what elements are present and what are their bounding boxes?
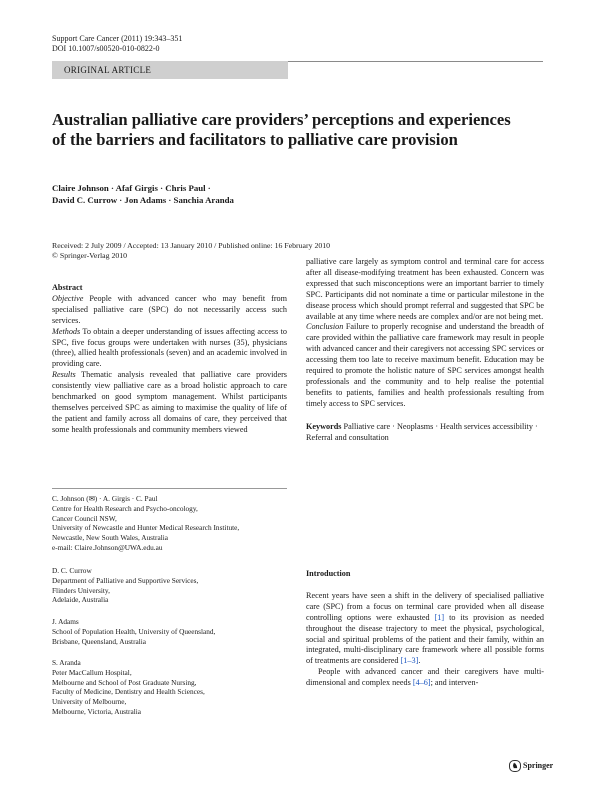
abstract-right-column xyxy=(306,257,544,444)
abstract-heading: Abstract xyxy=(52,283,83,292)
aff-line: Peter MacCallum Hospital, xyxy=(52,667,132,677)
affiliation-1 xyxy=(52,494,302,553)
authors-line-1: Claire Johnson · Afaf Girgis · Chris Paul · xyxy=(52,183,211,193)
intro-paragraph-1 xyxy=(306,591,544,667)
results-continued: palliative care largely as symptom control and terminal care for access after all disease-modifying treatment has been exhausted. Concern was expressed that such misconceptions were an important barrier to timely SPC. Participants did not nominate a time or particular milestone in the disease process which should prompt referral and suggested that SPC be available at any time where needs are complex and/or are not being met. xyxy=(306,257,544,321)
citation-link[interactable]: [1–3] xyxy=(400,656,419,666)
keywords xyxy=(306,422,544,444)
intro-text: ; and interven- xyxy=(430,678,479,688)
abstract-left-column xyxy=(52,283,287,436)
springer-horse-icon: ♞ xyxy=(509,760,521,772)
authors-line-2: David C. Currow · Jon Adams · Sanchia Aranda xyxy=(52,195,234,205)
intro-text: People with advanced cancer and their caregivers have multi-dimensional and complex needs xyxy=(306,667,544,688)
keywords-text: Palliative care · Neoplasms · Health services accessibility · Referral and consultation xyxy=(306,421,538,442)
intro-paragraph-2 xyxy=(306,667,544,689)
journal-header xyxy=(52,34,182,54)
aff-line: Faculty of Medicine, Dentistry and Health Sciences, xyxy=(52,687,205,697)
methods-label: Methods xyxy=(52,326,81,336)
aff-email-link[interactable]: e-mail: Claire.Johnson@UWA.edu.au xyxy=(52,542,163,552)
section-label: ORIGINAL ARTICLE xyxy=(64,65,152,75)
abstract-results xyxy=(52,370,287,435)
aff-line: University of Melbourne, xyxy=(52,697,127,707)
aff-line: Centre for Health Research and Psycho-oncology, xyxy=(52,503,198,513)
aff-line: University of Newcastle and Hunter Medical Research Institute, xyxy=(52,523,240,533)
introduction-heading: Introduction xyxy=(306,569,351,578)
received-dates: Received: 2 July 2009 / Accepted: 13 January 2010 / Published online: 16 February 2010 xyxy=(52,241,331,250)
header-rule xyxy=(288,61,543,62)
aff-line: Adelaide, Australia xyxy=(52,595,109,605)
author-list xyxy=(52,182,352,206)
aff-line: Flinders University, xyxy=(52,585,110,595)
section-label-bar xyxy=(52,61,288,79)
article-title: Australian palliative care providers’ perceptions and experiences of the barriers and facilitators to palliative care provision xyxy=(52,110,511,149)
citation-link[interactable]: [1] xyxy=(434,612,445,622)
abstract-methods xyxy=(52,327,287,371)
aff-line: Cancer Council NSW, xyxy=(52,513,117,523)
copyright: © Springer-Verlag 2010 xyxy=(52,251,128,260)
conclusion-text: Failure to properly recognise and understand the breadth of care provided within the palliative care framework may result in people with advanced cancer and their caregivers not accessing SPC services or accessing them too late to receive maximum benefit. Education may be required to promote the holistic nature of SPC services amongst health professionals and the community and to help realise the potential benefits to patients, families and health professionals resulting from timely access to SPC services. xyxy=(306,322,544,408)
aff-line: C. Johnson (✉) · A. Girgis · C. Paul xyxy=(52,494,158,503)
affiliation-2 xyxy=(52,566,302,605)
affiliation-rule xyxy=(52,488,287,489)
intro-text: Recent years have seen a shift in the delivery of specialised palliative care (SPC) from a focus on terminal care provided when all disease controlling options were exhausted xyxy=(306,590,544,622)
affiliation-4 xyxy=(52,658,302,717)
aff-line: Newcastle, New South Wales, Australia xyxy=(52,533,169,543)
introduction-section xyxy=(306,569,544,689)
citation-link[interactable]: [4–6] xyxy=(412,678,431,688)
results-text: Thematic analysis revealed that palliative care providers consistently view palliative care as a broad holistic approach to care benchmarked on good symptom management. Whilst participants themselves perceived SPC as aiming to maximise the quality of life of the patient and family across all domains of care, they perceived that some health professionals and community members viewed xyxy=(52,370,287,434)
methods-text: To obtain a deeper understanding of issues affecting access to SPC, five focus groups were undertaken with nurses (35), physicians (three), allied health professionals (seven) and an academic involved in providing care. xyxy=(52,326,287,369)
aff-line: Brisbane, Queensland, Australia xyxy=(52,636,147,646)
journal-citation: Support Care Cancer (2011) 19:343–351 xyxy=(52,34,183,43)
abstract-objective xyxy=(52,294,287,327)
intro-text: to its provision as needed throughout the disease trajectory to meet the physical, psychological, social and spiritual problems of the patient and their family, within an integrated, multi-disciplinary care framework where all possible forms of treatments are considered xyxy=(306,612,544,666)
intro-text: . xyxy=(418,656,421,666)
affiliation-3 xyxy=(52,617,302,646)
abstract-conclusion xyxy=(306,322,544,409)
aff-line: Melbourne and School of Post Graduate Nursing, xyxy=(52,677,197,687)
objective-text: People with advanced cancer who may benefit from specialised palliative care (SPC) do not necessarily access such services. xyxy=(52,293,288,325)
doi: DOI 10.1007/s00520-010-0822-0 xyxy=(52,44,160,53)
keywords-label: Keywords xyxy=(306,421,342,431)
aff-line: School of Population Health, University of Queensland, xyxy=(52,626,216,636)
springer-logo xyxy=(509,760,553,772)
aff-line: J. Adams xyxy=(52,617,79,626)
aff-line: S. Aranda xyxy=(52,658,81,667)
conclusion-label: Conclusion xyxy=(306,322,344,332)
objective-label: Objective xyxy=(52,293,84,303)
results-label: Results xyxy=(52,370,76,380)
aff-line: Department of Palliative and Supportive Services, xyxy=(52,575,199,585)
aff-line: Melbourne, Victoria, Australia xyxy=(52,706,141,716)
aff-line: D. C. Currow xyxy=(52,566,92,575)
publisher-name: Springer xyxy=(523,761,554,770)
